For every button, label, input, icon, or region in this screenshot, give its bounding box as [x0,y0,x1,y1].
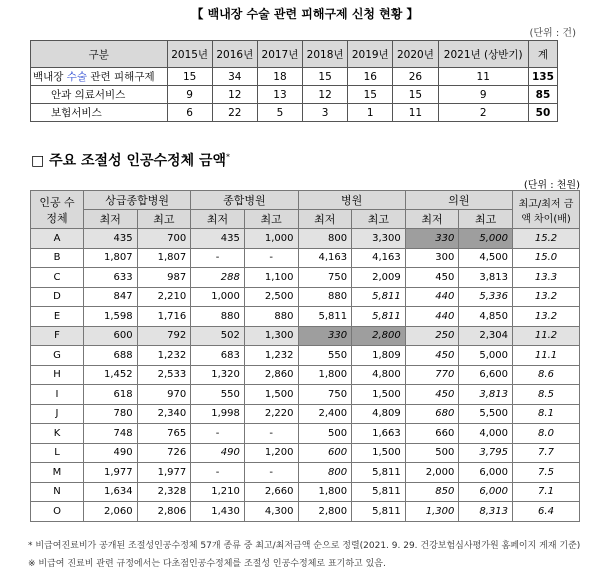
price-cell: 435 [84,229,138,249]
table-row [31,424,580,444]
price-cell: 5,811 [352,307,406,327]
price-cell: 688 [84,346,138,366]
footnote-1: * 비급여진료비가 공개된 조절성인공수정체 57개 종류 중 최고/최저금액 순으로 정렬(2021. 9. 29. 건강보험심사평가원 홈페이지 게재 기준) [28,541,581,551]
lens-name: L [31,443,84,463]
head-ratio: 최고/최저 금액 차이(배) [513,191,580,229]
table2-subheader: 최저 [191,210,245,229]
price-cell: 1,716 [137,307,191,327]
price-cell: 490 [84,443,138,463]
head-group-tertiary: 상급종합병원 [84,191,191,210]
table1-col-header: 2016년 [212,41,257,68]
row-label [31,86,168,104]
price-cell: 1,200 [244,443,298,463]
lens-name: F [31,326,84,346]
price-cell: 500 [405,443,459,463]
price-cell: - [191,463,245,483]
price-cell: 765 [137,424,191,444]
price-cell: 3,813 [459,385,513,405]
price-cell: 600 [84,326,138,346]
damage-relief-table [30,40,558,122]
table-cell: 34 [212,68,257,86]
row-label [31,104,168,122]
table2-subheader: 최고 [137,210,191,229]
table-row [31,229,580,249]
price-cell: 288 [191,268,245,288]
price-cell: 1,320 [191,365,245,385]
price-cell: 450 [405,346,459,366]
price-cell: 1,634 [84,482,138,502]
price-cell: 633 [84,268,138,288]
price-cell: 987 [137,268,191,288]
table-cell: 9 [167,86,212,104]
price-cell: 5,811 [298,307,352,327]
lens-name: D [31,287,84,307]
table-cell: 12 [303,86,348,104]
table-cell: 13 [257,86,302,104]
ratio-cell: 7.1 [513,482,580,502]
price-cell: 4,163 [298,248,352,268]
price-cell: 4,850 [459,307,513,327]
table1-col-header: 2018년 [303,41,348,68]
table-cell: 5 [257,104,302,122]
table1-col-header: 2021년 (상반기) [438,41,528,68]
price-cell: 1,232 [244,346,298,366]
table-cell: 11 [438,68,528,86]
price-cell: 1,000 [191,287,245,307]
price-cell: 780 [84,404,138,424]
price-cell: 1,807 [84,248,138,268]
price-cell: 502 [191,326,245,346]
table2-subheader: 최저 [298,210,352,229]
price-cell: 1,430 [191,502,245,522]
ratio-cell: 8.6 [513,365,580,385]
table-row [31,326,580,346]
row-label-text: 백내장 [33,71,67,83]
price-cell: 1,500 [352,385,406,405]
price-cell: 792 [137,326,191,346]
row-label-text: 보험서비스 [51,107,102,119]
row-label-text: 관련 피해구제 [87,71,155,83]
table-row [31,104,558,122]
table2-title-mark: * [226,152,231,162]
price-cell: 5,000 [459,346,513,366]
price-cell: 4,000 [459,424,513,444]
price-cell: 2,000 [405,463,459,483]
lens-name: O [31,502,84,522]
table-row [31,502,580,522]
ratio-cell: 13.2 [513,287,580,307]
price-cell: 2,328 [137,482,191,502]
lens-name: A [31,229,84,249]
price-cell: 2,860 [244,365,298,385]
price-cell: 6,600 [459,365,513,385]
price-cell: 500 [298,424,352,444]
ratio-cell: 8.1 [513,404,580,424]
price-cell: 1,500 [244,385,298,405]
price-cell: 1,807 [137,248,191,268]
table-cell: 1 [348,104,393,122]
price-cell: 1,300 [405,502,459,522]
table-cell: 18 [257,68,302,86]
price-cell: 6,000 [459,482,513,502]
lens-name: C [31,268,84,288]
table1-col-header: 2015년 [167,41,212,68]
lens-price-table [30,190,580,522]
table-row [31,86,558,104]
price-cell: 660 [405,424,459,444]
lens-name: I [31,385,84,405]
table-cell: 6 [167,104,212,122]
table2-subheader: 최저 [405,210,459,229]
price-cell: 1,998 [191,404,245,424]
price-cell: 2,800 [352,326,406,346]
price-cell: 5,811 [352,482,406,502]
table-row [31,482,580,502]
price-cell: 1,663 [352,424,406,444]
price-cell: 5,811 [352,463,406,483]
table1-col-header: 구분 [31,41,168,68]
price-cell: 550 [298,346,352,366]
table-cell: 12 [212,86,257,104]
table-row [31,443,580,463]
price-cell: 440 [405,287,459,307]
footnote-2: ※ 비급여 진료비 관련 규정에서는 다초점인공수정체를 조절성 인공수정체로 표기하고 있음. [28,559,386,569]
ratio-cell: 11.1 [513,346,580,366]
price-cell: 1,598 [84,307,138,327]
table-cell: 22 [212,104,257,122]
table-row [31,463,580,483]
price-cell: 2,210 [137,287,191,307]
price-cell: 440 [405,307,459,327]
price-cell: 550 [191,385,245,405]
table-row [31,404,580,424]
price-cell: 880 [298,287,352,307]
table-cell: 11 [393,104,438,122]
price-cell: 1,977 [137,463,191,483]
head-group-clinic: 의원 [405,191,512,210]
price-cell: 750 [298,385,352,405]
price-cell: 3,300 [352,229,406,249]
price-cell: 1,800 [298,482,352,502]
ratio-cell: 13.2 [513,307,580,327]
price-cell: 726 [137,443,191,463]
price-cell: 2,533 [137,365,191,385]
price-cell: 1,800 [298,365,352,385]
price-cell: 1,977 [84,463,138,483]
table1-col-header: 계 [528,41,557,68]
row-label [31,68,168,86]
table2-unit: (단위 : 천원) [523,180,580,191]
price-cell: 4,500 [459,248,513,268]
price-cell: 2,806 [137,502,191,522]
price-cell: 2,500 [244,287,298,307]
table-row [31,385,580,405]
price-cell: 4,163 [352,248,406,268]
price-cell: 847 [84,287,138,307]
table-row [31,365,580,385]
price-cell: 1,210 [191,482,245,502]
price-cell: 4,809 [352,404,406,424]
price-cell: 850 [405,482,459,502]
table-cell: 15 [167,68,212,86]
price-cell: 5,811 [352,287,406,307]
price-cell: 4,300 [244,502,298,522]
price-cell: 2,220 [244,404,298,424]
price-cell: 2,800 [298,502,352,522]
head-group-hospital: 병원 [298,191,405,210]
row-total: 85 [528,86,557,104]
price-cell: 700 [137,229,191,249]
price-cell: 5,336 [459,287,513,307]
price-cell: 5,811 [352,502,406,522]
table2-subheader: 최저 [84,210,138,229]
price-cell: 2,060 [84,502,138,522]
lens-name: E [31,307,84,327]
price-cell: 3,795 [459,443,513,463]
lens-name: J [31,404,84,424]
ratio-cell: 13.3 [513,268,580,288]
table-cell: 26 [393,68,438,86]
table2-subheader: 최고 [459,210,513,229]
lens-name: M [31,463,84,483]
ratio-cell: 6.4 [513,502,580,522]
price-cell: 1,809 [352,346,406,366]
price-cell: 1,232 [137,346,191,366]
lens-name: K [31,424,84,444]
ratio-cell: 7.7 [513,443,580,463]
ratio-cell: 7.5 [513,463,580,483]
price-cell: 250 [405,326,459,346]
price-cell: 2,400 [298,404,352,424]
table-cell: 16 [348,68,393,86]
row-total: 50 [528,104,557,122]
table2-header-row [31,191,580,210]
table1-title: 【 백내장 수술 관련 피해구제 신청 현황 】 [191,7,419,21]
price-cell: 880 [191,307,245,327]
table-row [31,346,580,366]
table1-col-header: 2019년 [348,41,393,68]
table2-subheader: 최고 [352,210,406,229]
price-cell: 435 [191,229,245,249]
price-cell: 2,340 [137,404,191,424]
head-group-general: 종합병원 [191,191,298,210]
price-cell: 330 [405,229,459,249]
ratio-cell: 8.0 [513,424,580,444]
price-cell: - [191,424,245,444]
ratio-cell: 15.2 [513,229,580,249]
price-cell: 618 [84,385,138,405]
table-row [31,287,580,307]
price-cell: 800 [298,229,352,249]
row-label-text: 안과 의료서비스 [51,89,126,101]
table-row [31,307,580,327]
price-cell: 600 [298,443,352,463]
price-cell: 490 [191,443,245,463]
price-cell: 683 [191,346,245,366]
table1-col-header: 2017년 [257,41,302,68]
ratio-cell: 8.5 [513,385,580,405]
price-cell: 680 [405,404,459,424]
table-cell: 2 [438,104,528,122]
price-cell: 5,500 [459,404,513,424]
lens-name: G [31,346,84,366]
price-cell: 450 [405,268,459,288]
price-cell: 800 [298,463,352,483]
price-cell: 880 [244,307,298,327]
price-cell: 3,813 [459,268,513,288]
price-cell: 1,300 [244,326,298,346]
table-cell: 15 [348,86,393,104]
price-cell: 750 [298,268,352,288]
table2-subheader-row [31,210,580,229]
lens-name: B [31,248,84,268]
table-row [31,248,580,268]
price-cell: 450 [405,385,459,405]
table-row [31,68,558,86]
price-cell: - [191,248,245,268]
price-cell: 6,000 [459,463,513,483]
row-label-highlight: 수술 [66,71,88,83]
price-cell: 4,800 [352,365,406,385]
head-lens-name: 인공 수정체 [31,191,84,229]
price-cell: 330 [298,326,352,346]
ratio-cell: 15.0 [513,248,580,268]
price-cell: 1,452 [84,365,138,385]
price-cell: 2,660 [244,482,298,502]
table2-title: □ 주요 조절성 인공수정체 금액* [31,152,231,169]
table-cell: 15 [303,68,348,86]
table-cell: 3 [303,104,348,122]
price-cell: 1,000 [244,229,298,249]
price-cell: - [244,248,298,268]
table1-col-header: 2020년 [393,41,438,68]
price-cell: 2,009 [352,268,406,288]
table1-header-row [31,41,558,68]
lens-name: N [31,482,84,502]
price-cell: 5,000 [459,229,513,249]
price-cell: 300 [405,248,459,268]
row-total: 135 [528,68,557,86]
price-cell: 1,100 [244,268,298,288]
price-cell: - [244,424,298,444]
table-cell: 9 [438,86,528,104]
table-row [31,268,580,288]
price-cell: 8,313 [459,502,513,522]
price-cell: 970 [137,385,191,405]
price-cell: 2,304 [459,326,513,346]
ratio-cell: 11.2 [513,326,580,346]
price-cell: - [244,463,298,483]
table1-unit: (단위 : 건) [529,28,576,39]
price-cell: 748 [84,424,138,444]
price-cell: 1,500 [352,443,406,463]
price-cell: 770 [405,365,459,385]
table2-subheader: 최고 [244,210,298,229]
table-cell: 15 [393,86,438,104]
lens-name: H [31,365,84,385]
